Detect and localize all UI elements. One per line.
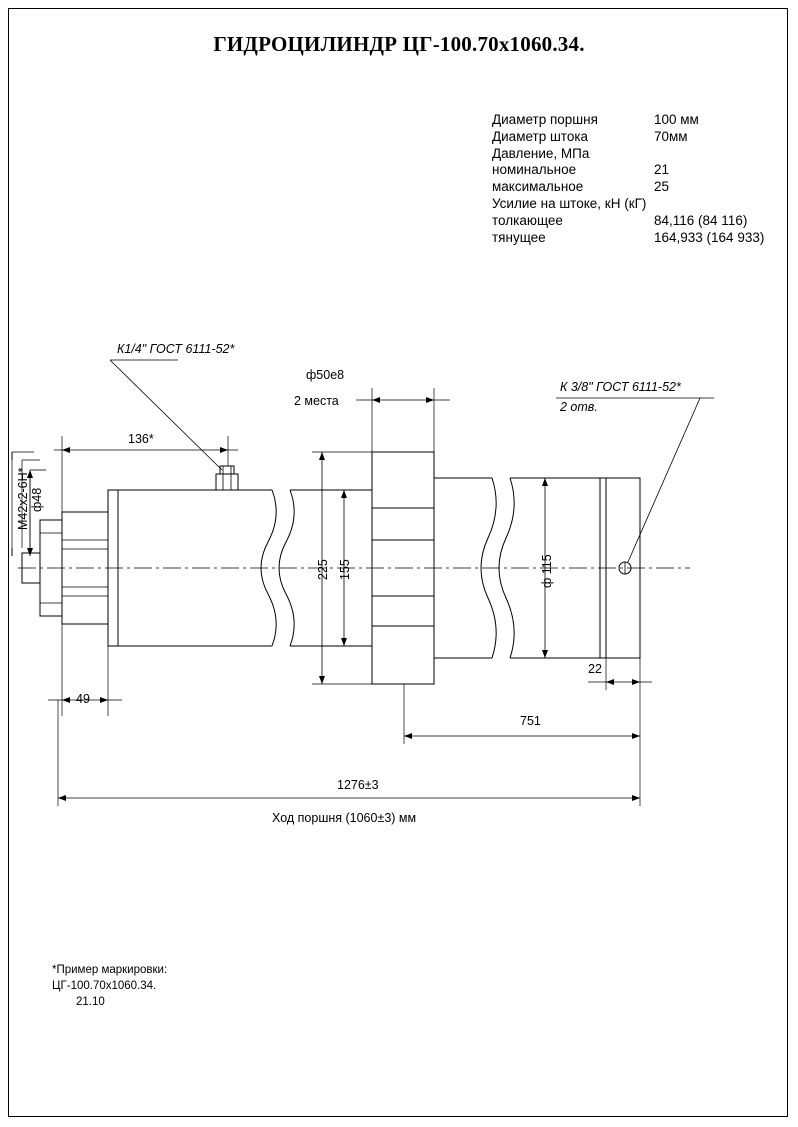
stroke-note: Ход поршня (1060±3) мм bbox=[272, 811, 417, 825]
spec-value: 100 мм bbox=[654, 112, 699, 127]
marking-example-line2: ЦГ-100.70х1060.34. bbox=[52, 980, 157, 992]
spec-label: Давление, МПа bbox=[492, 145, 590, 161]
spec-label: Диаметр поршня bbox=[492, 112, 598, 127]
dimension-136-label: 136* bbox=[128, 432, 154, 446]
spec-label: максимальное bbox=[492, 179, 584, 195]
callout-right-port-sub: 2 отв. bbox=[560, 400, 598, 414]
dimension-bore-sub: 2 места bbox=[294, 394, 339, 408]
dimension-22-label: 22 bbox=[588, 662, 602, 676]
spec-label: тянущее bbox=[492, 229, 546, 245]
dimension-136 bbox=[54, 436, 238, 512]
dimension-751-label: 751 bbox=[520, 714, 541, 728]
callout-left-port-label: К1/4" ГОСТ 6111-52* bbox=[117, 342, 235, 356]
spec-label: толкающее bbox=[492, 212, 563, 228]
marking-example-line1: *Пример маркировки: bbox=[52, 964, 168, 976]
dimension-49-label: 49 bbox=[76, 692, 90, 706]
spec-label: Усилие на штоке, кН (кГ) bbox=[492, 195, 647, 211]
spec-value: 21 bbox=[654, 162, 670, 178]
dimension-115-label: ф 115 bbox=[540, 554, 554, 588]
spec-value: 84,116 (84 116) bbox=[654, 212, 748, 228]
spec-label: Диаметр штока bbox=[492, 128, 589, 144]
dimension-155-label: 155 bbox=[338, 559, 352, 580]
callout-right-port-label: К 3/8" ГОСТ 6111-52* bbox=[560, 380, 681, 394]
dimension-bore-label: ф50е8 bbox=[306, 368, 345, 382]
dimension-total-label: 1276±3 bbox=[337, 778, 379, 792]
spec-value: 70мм bbox=[654, 128, 688, 144]
spec-label: номинальное bbox=[492, 162, 577, 178]
spec-value: 25 bbox=[654, 179, 670, 195]
page-title: ГИДРОЦИЛИНДР ЦГ-100.70х1060.34. bbox=[213, 32, 585, 56]
marking-example-line3: 21.10 bbox=[76, 996, 105, 1008]
dimension-thread-label: М42х2-6Н* bbox=[16, 467, 30, 530]
dimension-d48-label: ф48 bbox=[30, 487, 44, 512]
left-port-fitting bbox=[216, 466, 238, 490]
dimension-225-label: 225 bbox=[316, 559, 330, 580]
spec-value: 164,933 (164 933) bbox=[654, 229, 765, 245]
dimension-bore-50 bbox=[356, 388, 450, 452]
